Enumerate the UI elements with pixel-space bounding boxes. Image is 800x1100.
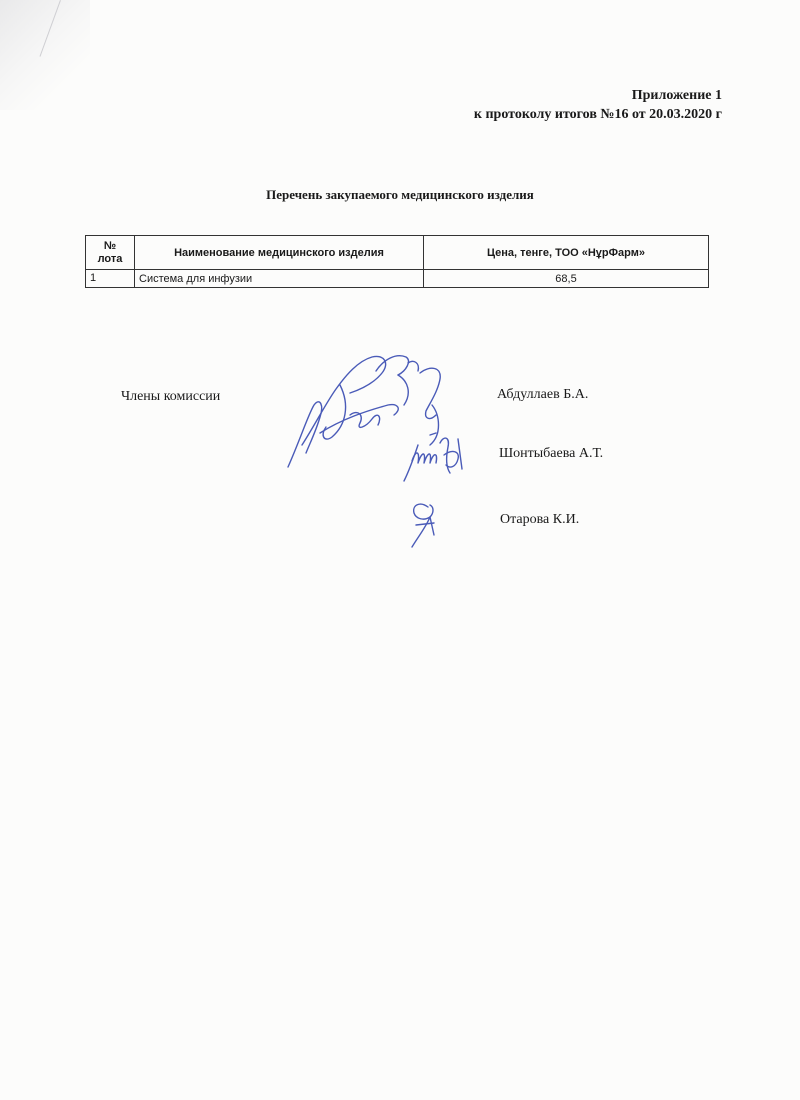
- header-name: Наименование медицинского изделия: [135, 236, 424, 270]
- table-row: [86, 270, 709, 288]
- document-header: [474, 86, 722, 124]
- signature-2: [400, 425, 480, 485]
- cell-name: Система для инфузии: [135, 270, 424, 288]
- appendix-label: Приложение 1: [631, 88, 722, 103]
- page-title: Перечень закупаемого медицинского изделия: [266, 187, 534, 202]
- cell-price: 68,5: [424, 270, 709, 288]
- member-name: Шонтыбаева А.Т.: [499, 446, 604, 461]
- protocol-reference: к протоколу итогов №16 от 20.03.2020 г: [473, 107, 722, 122]
- header-price: Цена, тенге, ТОО «НұрФарм»: [424, 236, 709, 270]
- commission-label: Члены комиссии: [121, 389, 221, 404]
- header-lot: № лота: [86, 236, 135, 270]
- items-table: [85, 235, 709, 288]
- signature-3: [400, 495, 450, 555]
- table-header-row: [86, 236, 709, 270]
- member-name: Абдуллаев Б.А.: [497, 387, 589, 402]
- scan-shadow: [0, 0, 90, 110]
- cell-lot: 1: [86, 270, 135, 288]
- member-name: Отарова К.И.: [500, 512, 580, 527]
